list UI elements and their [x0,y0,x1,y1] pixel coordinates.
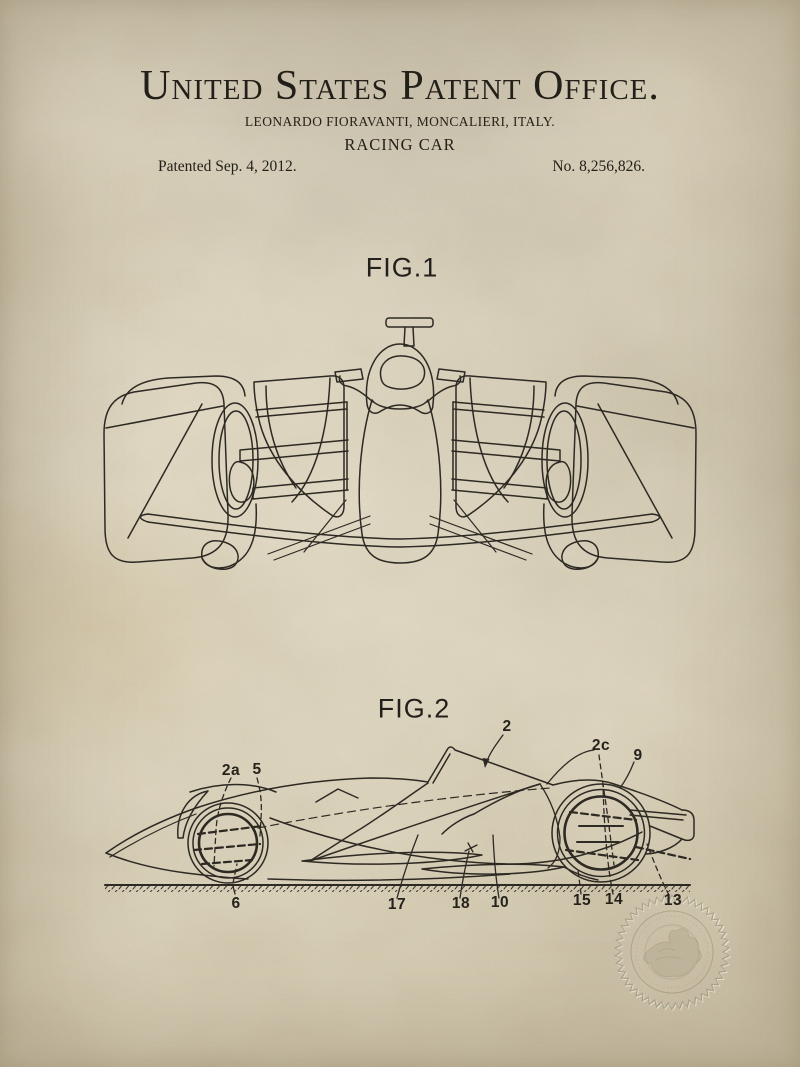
ref-numeral-14: 14 [604,891,624,908]
ref-numeral-5: 5 [252,761,262,778]
ref-numeral-2c: 2c [591,737,611,754]
ref-numeral-15: 15 [572,892,592,909]
fig2-label: FIG.2 [377,693,451,724]
patent-number: No. 8,256,826. [552,158,645,175]
fig1-label: FIG.1 [365,252,439,283]
inventor-line: LEONARDO FIORAVANTI, MONCALIERI, ITALY. [244,114,556,129]
ref-numeral-9: 9 [633,747,643,764]
patent-office-title: United States Patent Office. [140,63,660,109]
invention-title: RACING CAR [344,135,456,154]
ref-numeral-18: 18 [451,895,471,912]
ref-numeral-13: 13 [663,892,683,909]
ref-numeral-17: 17 [387,896,407,913]
fig1-front-view-drawing [90,300,710,590]
ref-numeral-6: 6 [231,895,241,912]
ref-numeral-2: 2 [502,718,512,735]
ref-numeral-2a: 2a [221,762,241,779]
fig2-side-view-drawing [90,722,710,912]
ref-numeral-10: 10 [490,894,510,911]
patent-date: Patented Sep. 4, 2012. [158,158,297,175]
